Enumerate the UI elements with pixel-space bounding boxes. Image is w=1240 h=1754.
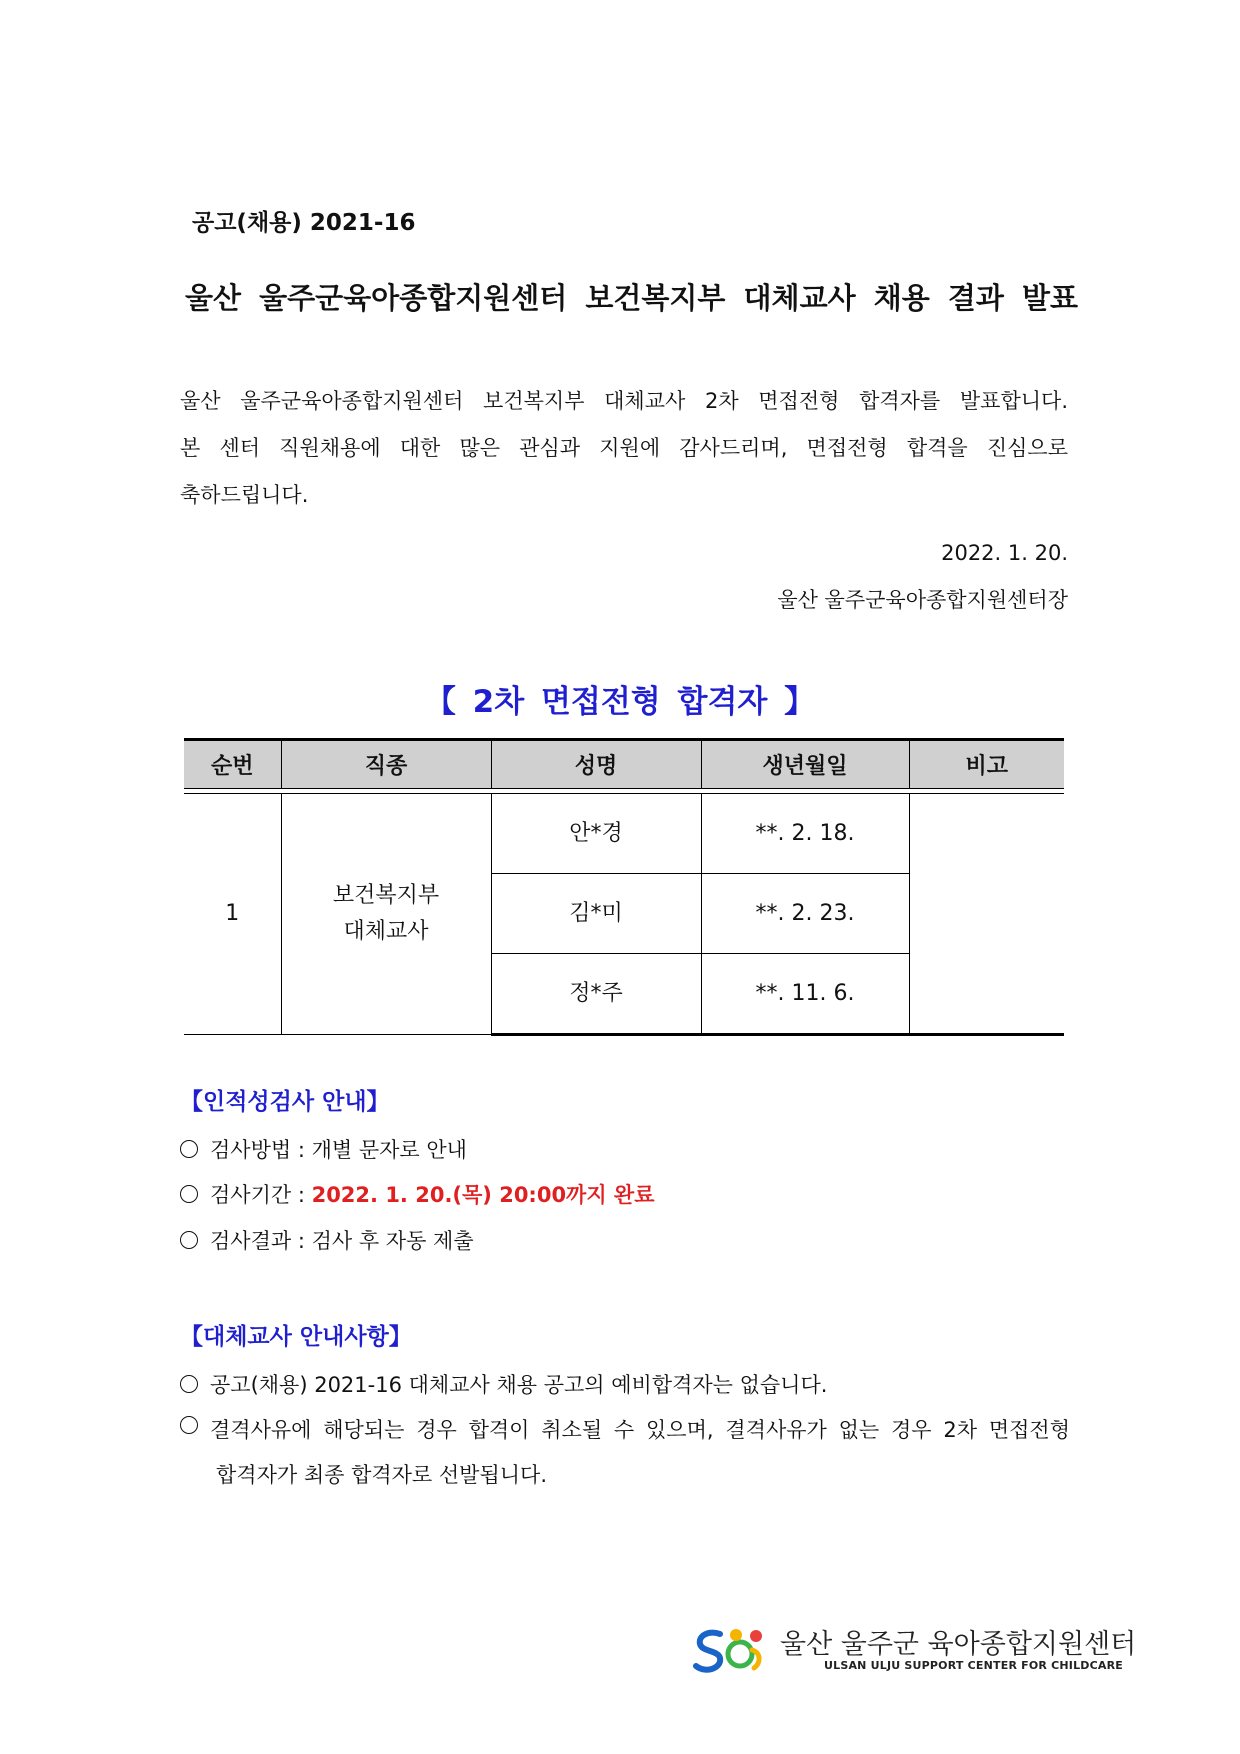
- aptitude-heading: 【인적성검사 안내】: [180, 1089, 390, 1115]
- intro-paragraph: [180, 378, 1068, 519]
- substitute-item-1-text: 공고(채용) 2021-16 대체교사 채용 공고의 예비합격자는 없습니다.: [210, 1373, 828, 1397]
- table-header-row: [184, 740, 1064, 789]
- cell-number: 1: [184, 794, 281, 1035]
- intro-line-2: 본 센터 직원채용에 대한 많은 관심과 지원에 감사드리며, 면접전형 합격을 진심으로: [180, 436, 1068, 460]
- announcement-date: 2022. 1. 20.: [941, 541, 1068, 565]
- column-header-number: 순번: [184, 740, 281, 789]
- cell-birth: **. 2. 23.: [701, 874, 909, 954]
- table-row: [184, 794, 1064, 874]
- cell-birth: **. 2. 18.: [701, 794, 909, 874]
- cell-job-line-2: 대체교사: [343, 919, 429, 944]
- column-header-job: 직종: [281, 740, 491, 789]
- circle-bullet-icon: [180, 1375, 198, 1393]
- substitute-item-2: [180, 1414, 1068, 1444]
- document-title: 울산 울주군육아종합지원센터 보건복지부 대체교사 채용 결과 발표: [185, 281, 1078, 315]
- aptitude-method: [180, 1134, 467, 1164]
- cell-job-line-1: 보건복지부: [332, 883, 440, 908]
- notice-number: 공고(채용) 2021-16: [192, 210, 416, 236]
- cell-job: [281, 794, 491, 1035]
- column-header-birth: 생년월일: [701, 740, 909, 789]
- cell-name: 정*주: [491, 954, 701, 1035]
- aptitude-period-label: 검사기간 :: [210, 1183, 312, 1207]
- issuer-name: 울산 울주군육아종합지원센터장: [777, 588, 1068, 612]
- circle-bullet-icon: [180, 1231, 198, 1249]
- column-header-note: 비고: [909, 740, 1064, 789]
- circle-bullet-icon: [180, 1185, 198, 1203]
- results-title: 【 2차 면접전형 합격자 】: [424, 684, 816, 720]
- substitute-item-2-line-1: 결격사유에 해당되는 경우 합격이 취소될 수 있으며, 결격사유가 없는 경우 2차 면접전형: [210, 1418, 1070, 1442]
- results-table: [184, 738, 1064, 1036]
- substitute-heading: 【대체교사 안내사항】: [180, 1324, 412, 1350]
- intro-line-1: 울산 울주군육아종합지원센터 보건복지부 대체교사 2차 면접전형 합격자를 발표합니다.: [180, 389, 1068, 413]
- aptitude-result-value: 검사 후 자동 제출: [311, 1229, 474, 1253]
- cell-note: [909, 794, 1064, 1035]
- center-name-english: ULSAN ULJU SUPPORT CENTER FOR CHILDCARE: [824, 1659, 1124, 1672]
- substitute-item-1: [180, 1369, 827, 1399]
- aptitude-period: [180, 1179, 655, 1209]
- column-header-name: 성명: [491, 740, 701, 789]
- cell-name: 안*경: [491, 794, 701, 874]
- aptitude-method-value: 개별 문자로 안내: [311, 1138, 467, 1162]
- aptitude-result-label: 검사결과 :: [210, 1229, 312, 1253]
- center-name-korean: 울산 울주군 육아종합지원센터: [780, 1629, 1137, 1660]
- circle-bullet-icon: [180, 1140, 198, 1158]
- substitute-item-2-line-2: 합격자가 최종 합격자로 선발됩니다.: [216, 1463, 547, 1487]
- aptitude-method-label: 검사방법 :: [210, 1138, 312, 1162]
- cell-name: 김*미: [491, 874, 701, 954]
- aptitude-result: [180, 1225, 474, 1255]
- intro-line-3: 축하드립니다.: [180, 483, 309, 507]
- aptitude-period-value: 2022. 1. 20.(목) 20:00까지 완료: [311, 1183, 655, 1207]
- cell-birth: **. 11. 6.: [701, 954, 909, 1035]
- circle-bullet-icon: [180, 1416, 198, 1434]
- center-logo-icon: [690, 1622, 772, 1678]
